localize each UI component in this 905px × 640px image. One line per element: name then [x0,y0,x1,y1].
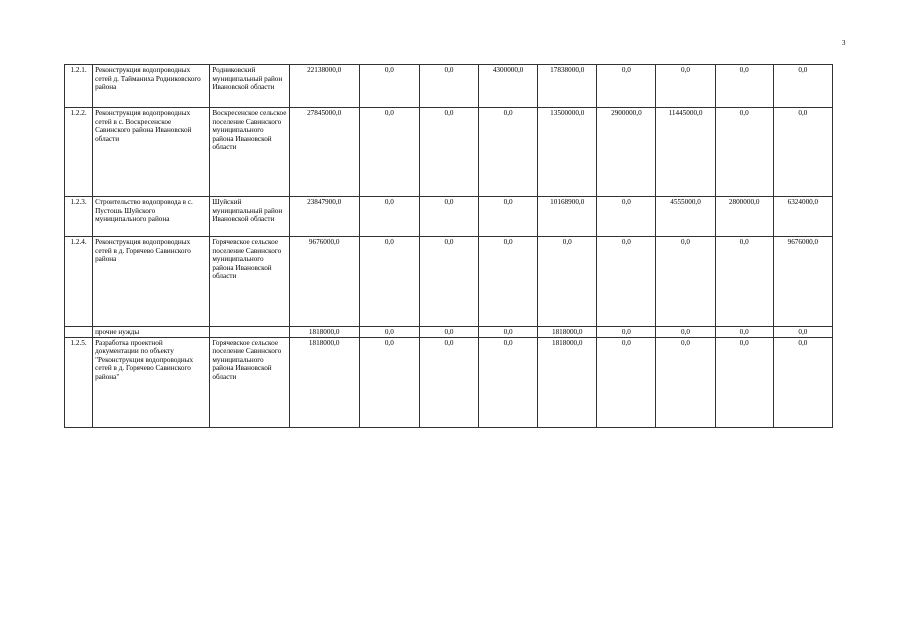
value-cell: 0,0 [479,237,538,327]
value-cell: 0,0 [656,65,715,108]
value-cell: 0,0 [359,237,419,327]
value-cell: 23847900,0 [289,197,359,237]
value-cell: 0,0 [656,327,715,338]
value-cell: 27845000,0 [289,108,359,197]
value-cell: 0,0 [359,197,419,237]
value-cell: 0,0 [773,108,832,197]
value-cell: 0,0 [419,327,478,338]
table-row [65,65,833,108]
value-cell: 4555000,0 [656,197,715,237]
value-cell: 0,0 [419,237,478,327]
row-executor-cell: Родниковский муниципальный район Ивановской области [210,65,289,108]
value-cell: 0,0 [715,65,773,108]
value-cell: 2800000,0 [715,197,773,237]
value-cell: 0,0 [597,237,656,327]
table-row [65,327,833,338]
value-cell: 0,0 [715,337,773,427]
program-table [64,64,833,428]
value-cell: 22138000,0 [289,65,359,108]
row-name-cell: Реконструкция водопроводных сетей д. Тайманиха Родниковского района [93,65,210,108]
table-row [65,197,833,237]
value-cell: 0,0 [597,327,656,338]
value-cell: 17838000,0 [538,65,597,108]
value-cell: 11445000,0 [656,108,715,197]
value-cell: 0,0 [479,327,538,338]
value-cell: 6324000,0 [773,197,832,237]
row-number-cell: 1.2.3. [65,197,93,237]
row-name-cell: Строительство водопровода в с. Пустошь Шуйского муниципального района [93,197,210,237]
row-executor-cell: Шуйский муниципальный район Ивановской области [210,197,289,237]
value-cell: 0,0 [359,108,419,197]
value-cell: 0,0 [479,337,538,427]
row-number-cell: 1.2.5. [65,337,93,427]
value-cell: 0,0 [419,65,478,108]
value-cell: 0,0 [715,237,773,327]
value-cell: 0,0 [656,337,715,427]
page-number: 3 [842,39,846,47]
row-number-cell [65,327,93,338]
value-cell: 4300000,0 [479,65,538,108]
row-name-cell: Реконструкция водопроводных сетей в д. Горячево Савинского района [93,237,210,327]
value-cell: 0,0 [479,108,538,197]
value-cell: 0,0 [773,327,832,338]
row-executor-cell [210,327,289,338]
value-cell: 9676000,0 [289,237,359,327]
value-cell: 1818000,0 [538,337,597,427]
value-cell: 0,0 [597,337,656,427]
row-name-cell: прочие нужды [93,327,210,338]
value-cell: 1818000,0 [289,337,359,427]
value-cell: 0,0 [479,197,538,237]
value-cell: 0,0 [715,327,773,338]
value-cell: 9676000,0 [773,237,832,327]
value-cell: 0,0 [597,65,656,108]
value-cell: 13500000,0 [538,108,597,197]
value-cell: 0,0 [715,108,773,197]
table-row [65,237,833,327]
row-executor-cell: Горячевское сельское поселение Савинского муниципального района Ивановской области [210,337,289,427]
value-cell: 1818000,0 [289,327,359,338]
value-cell: 0,0 [597,197,656,237]
row-executor-cell: Горячевское сельское поселение Савинского муниципального района Ивановской области [210,237,289,327]
value-cell: 0,0 [419,197,478,237]
row-number-cell: 1.2.1. [65,65,93,108]
value-cell: 0,0 [656,237,715,327]
value-cell: 0,0 [538,237,597,327]
value-cell: 0,0 [359,65,419,108]
value-cell: 0,0 [419,108,478,197]
row-executor-cell: Воскресенское сельское поселение Савинского муниципального района Ивановской области [210,108,289,197]
value-cell: 2900000,0 [597,108,656,197]
row-number-cell: 1.2.2. [65,108,93,197]
table-row [65,337,833,427]
value-cell: 0,0 [773,337,832,427]
value-cell: 0,0 [359,327,419,338]
value-cell: 0,0 [419,337,478,427]
value-cell: 1818000,0 [538,327,597,338]
row-number-cell: 1.2.4. [65,237,93,327]
table-row [65,108,833,197]
row-name-cell: Реконструкция водопроводных сетей в с. Воскресенское Савинского района Ивановской области [93,108,210,197]
value-cell: 10168900,0 [538,197,597,237]
row-name-cell: Разработка проектной документации по объекту "Реконструкция водопроводных сетей в д. Горячево Савинского района" [93,337,210,427]
value-cell: 0,0 [359,337,419,427]
value-cell: 0,0 [773,65,832,108]
